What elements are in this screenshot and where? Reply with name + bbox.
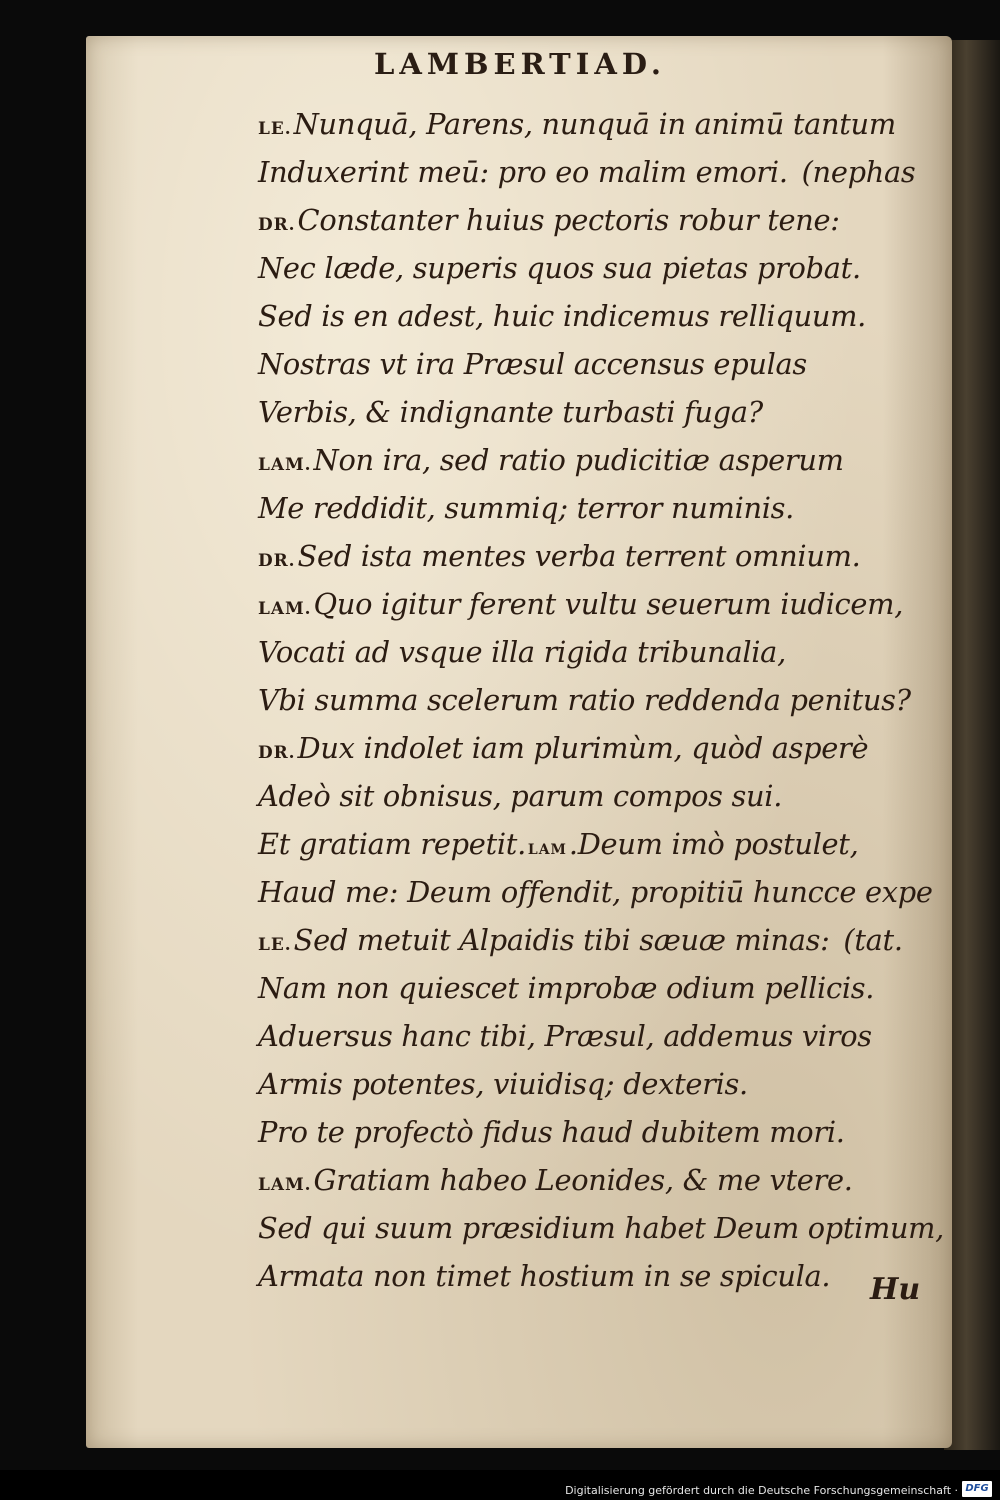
verse-text: Quo igitur ferent vultu seuerum iudicem, [313, 587, 904, 621]
verse-text: Nec læde, superis quos sua pietas probat. [258, 251, 861, 285]
verse-text: Pro te profectò fidus haud dubitem mori. [258, 1115, 845, 1149]
verse-line [258, 244, 944, 292]
verse-text: Nunquā, Parens, nunquā in animū tantum [293, 107, 896, 141]
verse-text: Sed metuit Alpaidis tibi sæuæ minas: [293, 923, 830, 957]
verse-text: Sed is en adest, huic indicemus relliquum. [258, 299, 867, 333]
verse-text: Gratiam habeo Leonides, & me vtere. [313, 1163, 853, 1197]
speaker-label: LAM. [258, 599, 312, 619]
verse-text: Me reddidit, summiq; terror numinis. [258, 491, 795, 525]
speaker-label: DR. [258, 551, 296, 571]
verse-line [258, 292, 944, 340]
verse-line [258, 1060, 944, 1108]
verse-text: Et gratiam repetit. [258, 827, 526, 861]
speaker-label: LAM. [258, 455, 312, 475]
page-edge-shadow [944, 40, 1000, 1450]
dfg-logo-icon: DFG [962, 1481, 992, 1497]
verse-text: Aduersus hanc tibi, Præsul, addemus viros [258, 1019, 872, 1053]
verse-text: Haud me: Deum offendit, propitiū huncce expe [258, 875, 933, 909]
verse-text: Constanter huius pectoris robur tene: [297, 203, 840, 237]
verse-line [258, 532, 944, 580]
verse-text: Vbi summa scelerum ratio reddenda penitus? [258, 683, 911, 717]
verse-text: Armata non timet hostium in se spicula. [258, 1259, 831, 1293]
verse-line [258, 772, 944, 820]
verse-line [258, 1012, 944, 1060]
verse-text: Verbis, & indignante turbasti fuga? [258, 395, 763, 429]
verse-text: Vocati ad vsque illa rigida tribunalia, [258, 635, 786, 669]
verse-line [258, 628, 944, 676]
verse-line [258, 1252, 944, 1300]
turnover-word: (nephas [801, 155, 916, 189]
verse-line [258, 724, 944, 772]
funding-credit: Digitalisierung gefördert durch die Deutsche Forschungsgemeinschaft · [565, 1484, 958, 1497]
verse-line [258, 436, 944, 484]
turnover-word: (tat. [843, 923, 903, 957]
speaker-label: LAM. [258, 1175, 312, 1195]
verse-text: Induxerint meū: pro eo malim emori. [258, 155, 788, 189]
verse-text: Armis potentes, viuidisq; dexteris. [258, 1067, 748, 1101]
verse-line [258, 340, 944, 388]
verse-text: Nam non quiescet improbæ odium pellicis. [258, 971, 875, 1005]
verse-line [258, 868, 944, 916]
verse-text: Non ira, sed ratio pudicitiæ asperum [313, 443, 844, 477]
verse-line [258, 676, 944, 724]
verse-text: Sed ista mentes verba terrent omnium. [297, 539, 861, 573]
verse-line [258, 916, 944, 964]
verse-text: Nostras vt ira Præsul accensus epulas [258, 347, 807, 381]
verse-line [258, 196, 944, 244]
verse-text: Adeò sit obnisus, parum compos sui. [258, 779, 783, 813]
verse-line [258, 148, 944, 196]
speaker-label: DR. [258, 743, 296, 763]
verse-line [258, 100, 944, 148]
verse-line [258, 580, 944, 628]
verse-line [258, 964, 944, 1012]
catchword: Hu [870, 1272, 921, 1307]
speaker-label: LE. [258, 935, 292, 955]
running-head: LAMBERTIAD. [373, 47, 667, 81]
verse-line [258, 1108, 944, 1156]
verse-text-continued: .Deum imò postulet, [568, 827, 859, 861]
verse-line [258, 1156, 944, 1204]
speaker-label: DR. [258, 215, 296, 235]
inline-speaker-label: LAM [527, 842, 567, 858]
verse-text: Dux indolet iam plurimùm, quòd asperè [297, 731, 869, 765]
verse-line [258, 820, 944, 868]
verse-line [258, 388, 944, 436]
verse-line [258, 484, 944, 532]
verse-line [258, 1204, 942, 1252]
verse-text: Sed qui suum præsidium habet Deum optimum, [258, 1211, 944, 1245]
speaker-label: LE. [258, 119, 292, 139]
verse-text-block [258, 100, 948, 1300]
